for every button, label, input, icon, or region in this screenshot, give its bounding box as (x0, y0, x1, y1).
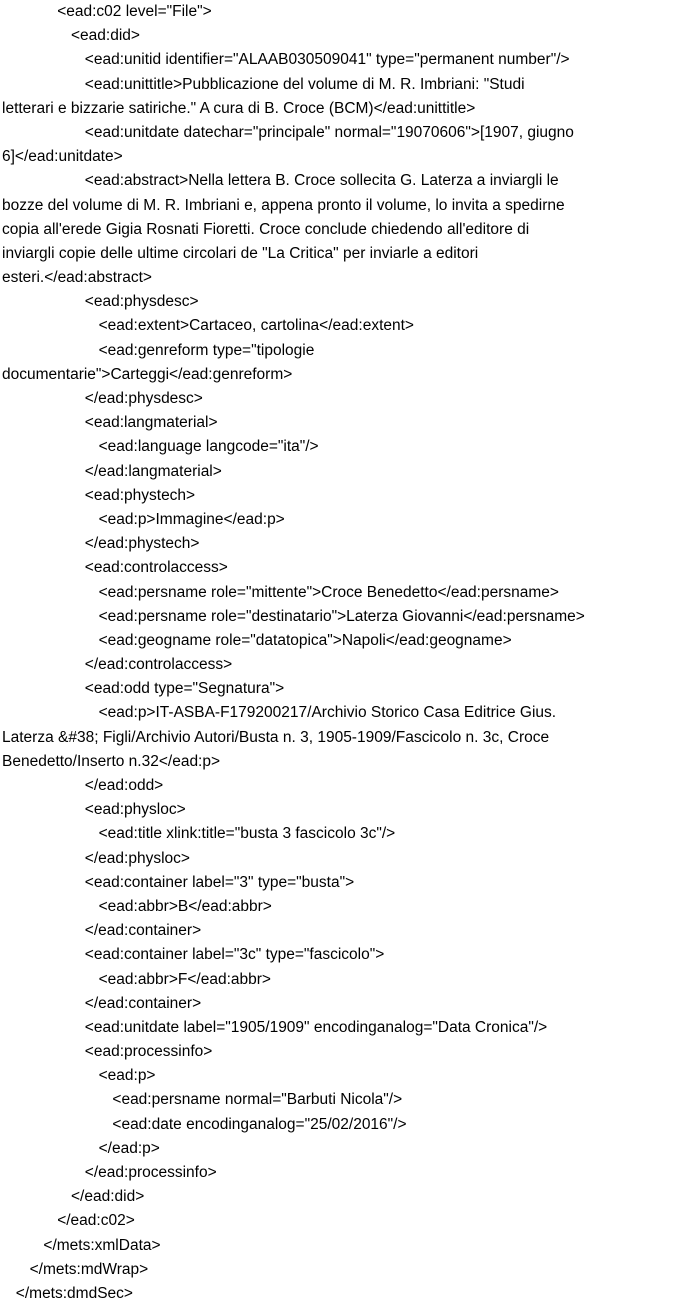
xml-line: <ead:title xlink:title="busta 3 fascicolo 3c"/> (98, 825, 396, 843)
xml-line: </ead:langmaterial> (84, 462, 222, 480)
xml-line: <ead:container label="3c" type="fascicolo"> (84, 946, 385, 964)
xml-line: </ead:c02> (57, 1212, 135, 1230)
xml-line: </mets:dmdSec> (15, 1284, 133, 1302)
xml-line: <ead:p>IT-ASBA-F179200217/Archivio Storico Casa Editrice Gius. (98, 704, 557, 722)
xml-line: </ead:p> (98, 1139, 160, 1157)
xml-line: </mets:mdWrap> (29, 1260, 149, 1278)
xml-line: <ead:unitdate label="1905/1909" encodinganalog="Data Cronica"/> (84, 1018, 548, 1036)
xml-line: </ead:physdesc> (84, 390, 203, 407)
xml-line: </ead:container> (84, 922, 202, 940)
xml-line: <ead:extent>Cartaceo, cartolina</ead:extent> (98, 317, 414, 335)
xml-line: <ead:language langcode="ita"/> (98, 438, 319, 456)
xml-line: <ead:p> (98, 1067, 156, 1085)
xml-line: <ead:controlaccess> (84, 559, 228, 577)
xml-line: </ead:did> (71, 1188, 145, 1206)
xml-line: <ead:persname normal="Barbuti Nicola"/> (112, 1091, 403, 1109)
xml-line: <ead:geogname role="datatopica">Napoli</ead:geogname> (98, 631, 512, 649)
xml-line: <ead:abbr>B</ead:abbr> (98, 897, 272, 915)
xml-line: <ead:genreform type="tipologie (98, 341, 315, 359)
xml-line: 6]</ead:unitdate> (2, 148, 123, 166)
xml-line: <ead:container label="3" type="busta"> (84, 873, 355, 891)
xml-line: </ead:odd> (84, 777, 164, 794)
xml-line: <ead:phystech> (84, 486, 196, 504)
xml-line: <ead:physdesc> (84, 293, 199, 311)
xml-line: <ead:unittitle>Pubblicazione del volume di M. R. Imbriani: "Studi (84, 75, 525, 93)
xml-line: copia all'erede Gigia Rosnati Fioretti. Croce conclude chiedendo all'editore di (2, 220, 530, 238)
xml-line: <ead:persname role="destinatario">Laterza Giovanni</ead:persname> (98, 607, 585, 625)
xml-line: </mets:xmlData> (43, 1236, 161, 1254)
xml-line: </ead:container> (84, 994, 202, 1012)
xml-line: <ead:odd type="Segnatura"> (84, 680, 285, 698)
xml-line: <ead:p>Immagine</ead:p> (98, 510, 285, 528)
xml-line: <ead:langmaterial> (84, 414, 218, 432)
xml-line: <ead:persname role="mittente">Croce Benedetto</ead:persname> (98, 583, 559, 601)
xml-line: Laterza &#38; Figli/Archivio Autori/Busta n. 3, 1905-1909/Fascicolo n. 3c, Croce (2, 728, 550, 746)
xml-line: Benedetto/Inserto n.32</ead:p> (2, 752, 221, 770)
xml-line: <ead:unitid identifier="ALAAB030509041" type="permanent number"/> (84, 51, 570, 69)
xml-line: </ead:phystech> (84, 535, 200, 553)
xml-line: <ead:date encodinganalog="25/02/2016"/> (112, 1115, 407, 1133)
xml-line: letterari e bizzarie satiriche." A cura di B. Croce (BCM)</ead:unittitle> (2, 99, 476, 117)
xml-line: <ead:did> (71, 27, 140, 45)
xml-line: bozze del volume di M. R. Imbriani e, appena pronto il volume, lo invita a spedirne (2, 196, 565, 214)
xml-line: inviargli copie delle ultime circolari de "La Critica" per inviarle a editori (2, 244, 479, 262)
xml-line: <ead:c02 level="File"> (57, 3, 212, 20)
xml-line: </ead:physloc> (84, 849, 190, 867)
xml-line: </ead:controlaccess> (84, 656, 233, 674)
xml-line: <ead:processinfo> (84, 1043, 213, 1061)
xml-line: <ead:unitdate datechar="principale" normal="19070606">[1907, giugno (84, 123, 574, 141)
xml-line: </ead:processinfo> (84, 1164, 217, 1181)
xml-line: <ead:abbr>F</ead:abbr> (98, 970, 271, 988)
xml-line: <ead:abstract>Nella lettera B. Croce sollecita G. Laterza a inviargli le (84, 172, 559, 190)
xml-line: esteri.</ead:abstract> (2, 269, 152, 287)
xml-line: <ead:physloc> (84, 801, 186, 819)
xml-line: documentarie">Carteggi</ead:genreform> (2, 365, 293, 383)
